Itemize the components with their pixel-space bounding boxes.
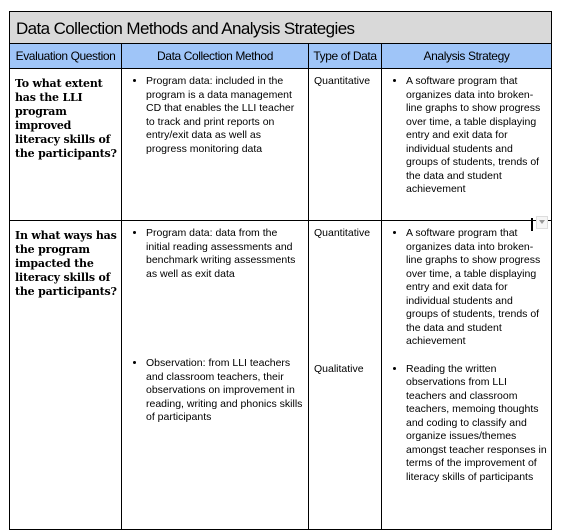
type-cell bbox=[309, 221, 382, 530]
list-item: • Observation: from LLI teachers and classroom teachers, their observations on improvement in reading, writing and phonics skills of participants bbox=[146, 357, 304, 425]
method-cell bbox=[122, 221, 309, 530]
type-cell: Quantitative bbox=[309, 69, 382, 221]
list-item: • Program data: included in the program is a data management CD that enables the LLI teacher to track and print reports on entry/exit data as well as progress monitoring data bbox=[146, 75, 304, 156]
strategy-cell bbox=[382, 221, 552, 530]
data-collection-table bbox=[9, 11, 552, 530]
table-row bbox=[10, 69, 552, 221]
evaluation-question-cell: To what extent has the LLI program improved literacy skills of the participants? bbox=[10, 69, 122, 221]
type-value: Qualitative bbox=[314, 362, 364, 375]
evaluation-question-cell: In what ways has the program impacted the literacy skills of the participants? bbox=[10, 221, 122, 530]
chevron-down-icon[interactable] bbox=[536, 216, 548, 229]
method-cell bbox=[122, 69, 309, 221]
text-cursor bbox=[531, 218, 533, 231]
table-title: Data Collection Methods and Analysis Strategies bbox=[10, 12, 552, 44]
list-item: • A software program that organizes data into broken-line graphs to show progress over time, a table displaying entry and exit data for individual students and groups of students, trends of the data and student achievement bbox=[406, 227, 547, 349]
list-item: • Program data: data from the initial reading assessments and benchmark writing assessments as well as exit data bbox=[146, 227, 304, 281]
list-item: • Reading the written observations from LLI teachers and classroom teachers, memoing thoughts and coding to classify and organize issues/themes amongst teacher responses in terms of the improvement of literacy skills of participants bbox=[406, 363, 547, 485]
header-data-collection-method: Data Collection Method bbox=[122, 44, 309, 69]
header-analysis-strategy: Analysis Strategy bbox=[382, 44, 552, 69]
type-value: Quantitative bbox=[314, 227, 371, 239]
strategy-cell bbox=[382, 69, 552, 221]
header-type-of-data: Type of Data bbox=[309, 44, 382, 69]
list-item: • A software program that organizes data into broken-line graphs to show progress over time, a table displaying entry and exit data for individual students and groups of students, trends of the data and student achievement bbox=[406, 75, 547, 197]
header-evaluation-question: Evaluation Question bbox=[10, 44, 122, 69]
table-row bbox=[10, 221, 552, 530]
